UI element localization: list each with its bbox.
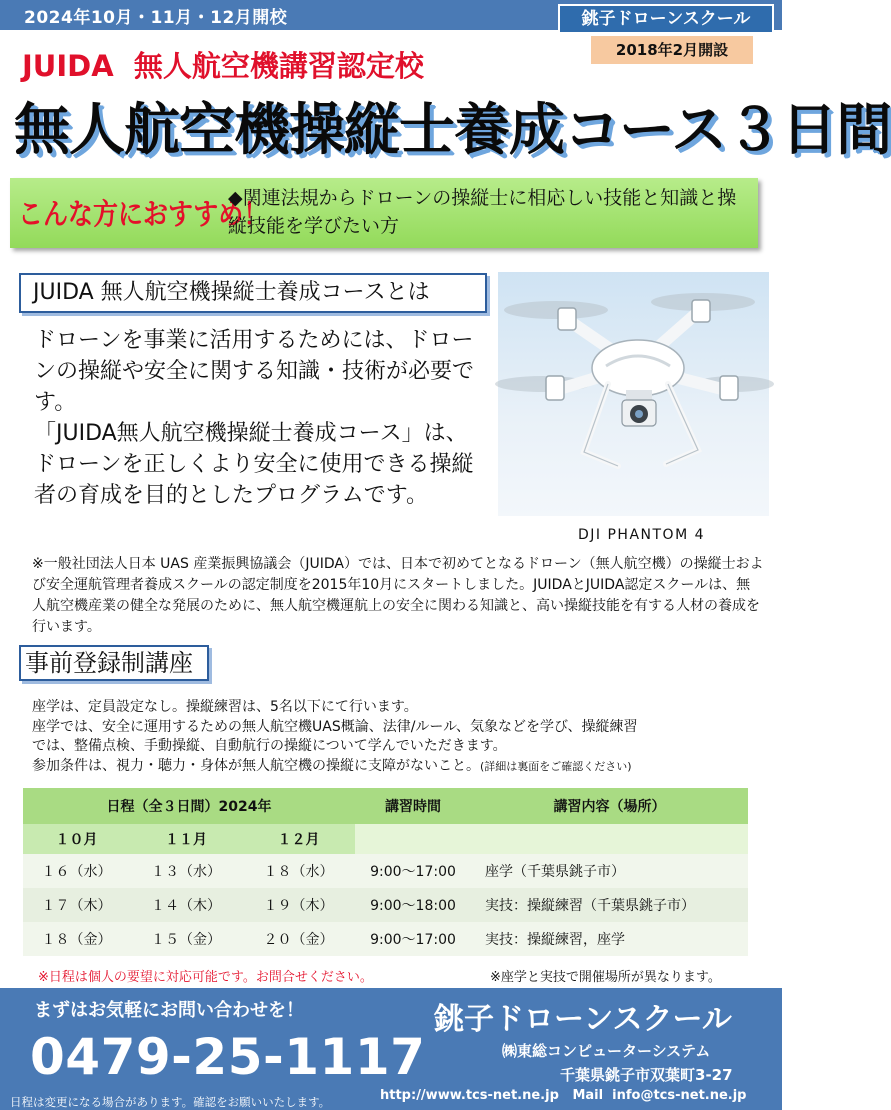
content-cell: 座学（千葉県銚子市） (471, 854, 748, 888)
month-dec: １２月 (242, 824, 355, 854)
change-note: 日程は変更になる場合があります。確認をお願いいたします。 (10, 1095, 331, 1109)
date-cell: １３（水） (130, 854, 242, 888)
date-cell: １６（水） (23, 854, 130, 888)
registration-heading: 事前登録制講座 (19, 645, 209, 681)
date-cell: １４（木） (130, 888, 242, 922)
drone-icon (498, 272, 769, 516)
email-link[interactable]: info@tcs-net.ne.jp (612, 1088, 747, 1103)
description-line: では、整備点検、手動操縦、自動航行の操縦について学んでいただきます。 (32, 738, 507, 754)
schedule-footnote: ※日程は個人の要望に対応可能です。お問合せください。 (38, 970, 373, 985)
certified-label: 無人航空機講習認定校 (133, 49, 424, 83)
date-cell: ２０（金） (242, 922, 355, 956)
about-paragraph: 「JUIDA無人航空機操縦士養成コース」は、ドローンを正しくより安全に使用できる操縦者の育成を目的としたプログラムです。 (34, 421, 474, 508)
drone-photo (498, 272, 769, 516)
description-line: 座学は、定員設定なし。操縦練習は、5名以下にて行います。 (32, 699, 418, 715)
schedule-table (23, 788, 748, 956)
venue-footnote: ※座学と実技で開催場所が異なります。 (490, 970, 721, 985)
table-header-row (23, 788, 748, 824)
contact-links (380, 1088, 747, 1103)
website-link[interactable]: http://www.tcs-net.ne.jp (380, 1088, 559, 1103)
course-description (32, 698, 772, 776)
page-title: 無人航空機操縦士養成コース３日間 (14, 98, 891, 163)
time-cell: 9:00～17:00 (355, 854, 471, 888)
recommend-label: こんな方におすすめ！ (18, 197, 269, 232)
juida-note: ※一般社団法人日本 UAS 産業振興協議会（JUIDA）では、日本で初めてとなるドローン（無人航空機）の操縦士および安全運航管理者養成スクールの認定制度を2015年10月にスタートしました。JUIDAとJUIDA認定スクールは、無人航空機産業の健全な発展のために、無人航空機運航上の安全に関わる知識と、高い操縦技能を有する人材の養成を行います。 (32, 556, 764, 635)
course-dates: 2024年10月・11月・12月開校 (24, 8, 288, 28)
time-cell: 9:00～17:00 (355, 922, 471, 956)
mail-label: Mail (572, 1088, 604, 1103)
month-oct: １０月 (23, 824, 130, 854)
about-paragraph: ドローンを事業に活用するためには、ドローンの操縦や安全に関する知識・技術が必要です。 (34, 328, 475, 415)
header-time: 講習時間 (355, 788, 471, 824)
school-name-badge: 銚子ドローンスクール (558, 4, 774, 34)
header-content: 講習内容（場所） (471, 788, 748, 824)
juida-label: JUIDA (22, 49, 114, 83)
certified-school-line (22, 44, 424, 85)
content-cell: 実技：操縦練習（千葉県銚子市） (471, 888, 748, 922)
description-line: 座学では、安全に運用するための無人航空機UAS概論、法律/ルール、気象などを学び、操縦練習 (32, 718, 638, 735)
phone-number[interactable]: 0479-25-1117 (30, 1028, 426, 1086)
empty-cell (471, 824, 748, 854)
description-line (32, 757, 772, 777)
conditions-small-note: (詳細は裏面をご確認ください) (480, 759, 632, 773)
content-cell: 実技：操縦練習，座学 (471, 922, 748, 956)
header-schedule: 日程（全３日間）2024年 (23, 788, 355, 824)
conditions-text: 参加条件は、視力・聴力・身体が無人航空機の操縦に支障がないこと。 (32, 757, 480, 774)
opened-badge: 2018年2月開設 (591, 36, 753, 64)
month-nov: １１月 (130, 824, 242, 854)
footer-school-name: 銚子ドローンスクール (434, 1002, 732, 1037)
table-row (23, 854, 748, 888)
date-cell: １８（金） (23, 922, 130, 956)
date-cell: １８（水） (242, 854, 355, 888)
date-cell: １９（木） (242, 888, 355, 922)
time-cell: 9:00～18:00 (355, 888, 471, 922)
date-cell: １７（木） (23, 888, 130, 922)
about-heading: JUIDA 無人航空機操縦士養成コースとは (19, 273, 487, 313)
photo-caption: DJI PHANTOM 4 (578, 527, 706, 543)
table-row (23, 888, 748, 922)
contact-invite: まずはお気軽にお問い合わせを！ (34, 1000, 304, 1021)
recommend-text: ◆関連法規からドローンの操縦士に相応しい技能と知識と操縦技能を学びたい方 (228, 187, 737, 237)
company-name: ㈱東総コンピューターシステム (502, 1042, 711, 1060)
about-body (34, 325, 474, 511)
empty-cell (355, 824, 471, 854)
table-row (23, 922, 748, 956)
month-row (23, 824, 748, 854)
date-cell: １５（金） (130, 922, 242, 956)
company-address: 千葉県銚子市双葉町3-27 (560, 1066, 733, 1084)
